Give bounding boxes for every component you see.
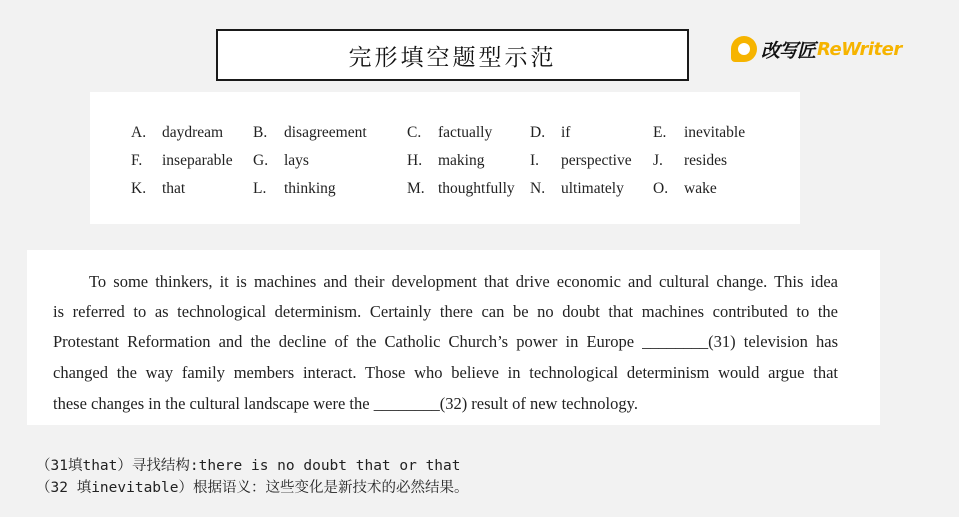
option-word: lays — [284, 152, 309, 169]
answer-note-31: （31填that）寻找结构:there is no doubt that or that — [36, 458, 461, 474]
option-n — [530, 179, 624, 199]
option-a — [131, 123, 223, 143]
option-word: thoughtfully — [438, 180, 515, 197]
option-word: disagreement — [284, 124, 367, 141]
option-word: ultimately — [561, 180, 624, 197]
option-letter: N. — [530, 180, 546, 197]
option-word: perspective — [561, 152, 632, 169]
option-word: inseparable — [162, 152, 233, 169]
option-letter: D. — [530, 124, 546, 141]
option-o — [653, 179, 717, 199]
brand-logo — [731, 34, 902, 64]
passage-line: Protestant Reformation and the decline of the Catholic Church’s power in Europe ________(31) television has — [53, 332, 838, 351]
option-m — [407, 179, 515, 199]
option-letter: H. — [407, 152, 423, 169]
option-letter: O. — [653, 180, 669, 197]
page-title: 完形填空题型示范 — [216, 29, 689, 81]
passage-panel — [27, 250, 880, 425]
brand-name-en: ReWriter — [817, 38, 902, 60]
option-letter: B. — [253, 124, 268, 141]
passage-line: To some thinkers, it is machines and their development that drive economic and cultural change. This idea — [89, 272, 838, 291]
option-c — [407, 123, 492, 143]
option-letter: I. — [530, 152, 540, 169]
option-word: inevitable — [684, 124, 746, 141]
option-l — [253, 179, 336, 199]
option-letter: J. — [653, 152, 663, 169]
option-i — [530, 151, 632, 171]
option-g — [253, 151, 309, 171]
option-k — [131, 179, 185, 199]
option-d — [530, 123, 570, 143]
option-e — [653, 123, 745, 143]
option-word: that — [162, 180, 186, 197]
option-letter: A. — [131, 124, 147, 141]
option-word: wake — [684, 180, 717, 197]
option-word: making — [438, 152, 485, 169]
brand-name-cn: 改写匠 — [761, 39, 816, 62]
option-j — [653, 151, 727, 171]
speech-bubble-icon — [731, 36, 757, 62]
option-letter: E. — [653, 124, 667, 141]
option-letter: K. — [131, 180, 147, 197]
option-word: daydream — [162, 124, 224, 141]
options-panel — [90, 92, 800, 224]
option-word: thinking — [284, 180, 336, 197]
option-letter: M. — [407, 180, 425, 197]
option-letter: L. — [253, 180, 267, 197]
option-letter: C. — [407, 124, 422, 141]
passage-line: changed the way family members interact. Those who believe in technological determinism would argue that — [53, 363, 838, 382]
answer-note-32: （32 填inevitable）根据语义：这些变化是新技术的必然结果。 — [36, 480, 469, 496]
option-word: if — [561, 124, 571, 141]
passage-line: these changes in the cultural landscape were the ________(32) result of new technology. — [53, 394, 638, 413]
option-letter: F. — [131, 152, 143, 169]
option-b — [253, 123, 367, 143]
option-letter: G. — [253, 152, 269, 169]
passage-line: is referred to as technological determinism. Certainly there can be no doubt that machines contributed to the — [53, 302, 838, 321]
option-word: resides — [684, 152, 728, 169]
option-h — [407, 151, 485, 171]
option-word: factually — [438, 124, 493, 141]
option-f — [131, 151, 233, 171]
